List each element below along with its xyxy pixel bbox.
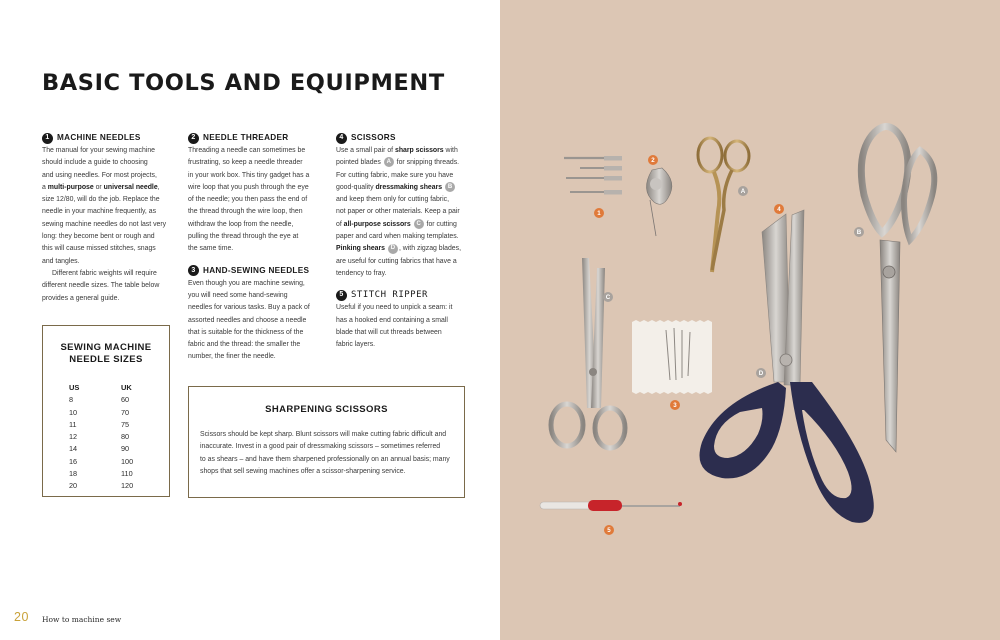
table-row [69, 431, 145, 443]
body-line: wire loop that you push through the eye [188, 183, 309, 191]
needle-sizes-table [69, 382, 145, 493]
callout-b: B [854, 227, 864, 237]
body-line: frustrating, so keep a needle threader [188, 159, 303, 167]
body-line: Use a small pair of sharp scissors with [336, 147, 458, 154]
heading-text: MACHINE NEEDLES [57, 132, 141, 142]
body-line: blade that will cut threads between [336, 328, 442, 336]
needle-fabric-swatch-illustration [632, 320, 712, 394]
number-badge: 2 [188, 133, 199, 144]
body-line: provides a general guide. [42, 294, 120, 302]
body-line: a multi-purpose or universal needle, [42, 183, 160, 191]
body-line: pulling the thread through the eye at [188, 233, 299, 241]
body-line: Threading a needle can sometimes be [188, 147, 306, 154]
body-line: withdraw the loop from the needle, [188, 220, 294, 228]
cell-us: 14 [69, 444, 78, 454]
sharpening-text [200, 429, 458, 478]
body-line: and keep them only for cutting fabric, [336, 196, 449, 204]
cell-uk: 90 [121, 444, 130, 454]
table-row [69, 407, 145, 419]
heading-stitch-ripper [336, 289, 468, 301]
letter-badge-b: B [445, 182, 455, 192]
term-multi-purpose: multi-purpose [47, 183, 94, 191]
header-us: US [69, 383, 80, 392]
cell-us: 12 [69, 432, 78, 442]
letter-badge-a: A [384, 157, 394, 167]
needle-sizes-title-line: NEEDLE SIZES [69, 354, 143, 365]
pinking-shears-illustration [700, 210, 874, 523]
heading-text: STITCH RIPPER [351, 290, 428, 301]
body-line: of all-purpose scissors C for cutting [336, 220, 457, 228]
column-machine-needles [42, 132, 176, 305]
table-header-row [69, 382, 145, 394]
callout-2: 2 [648, 155, 658, 165]
cell-us: 18 [69, 469, 78, 479]
body-line: of the needle; you then pass the end of [188, 196, 308, 204]
embroidery-scissors-illustration [698, 138, 749, 272]
callout-1: 1 [594, 208, 604, 218]
term-dressmaking-shears: dressmaking shears [375, 183, 443, 191]
cell-uk: 70 [121, 407, 130, 417]
callout-4: 4 [774, 204, 784, 214]
term-all-purpose-scissors: all-purpose scissors [343, 220, 411, 228]
letter-badge-d: D [388, 244, 398, 254]
needle-sizes-title-line: SEWING MACHINE [60, 342, 152, 353]
table-row [69, 480, 145, 492]
body-line: and using needles. For most projects, [42, 171, 157, 179]
running-head: How to machine sew [42, 615, 122, 624]
body-line: sewing machine needles do not last very [42, 220, 167, 228]
term-sharp-scissors: sharp scissors [394, 147, 444, 154]
body-line: Different fabric weights will require [52, 269, 157, 277]
body-line: inaccurate. Invest in a good pair of dressmaking scissors – sometimes referred [200, 443, 441, 451]
body-line: in your work box. This tiny gadget has a [188, 171, 310, 179]
sharpening-box [188, 386, 465, 498]
table-row [69, 468, 145, 480]
needle-sizes-title [43, 342, 169, 366]
cell-uk: 60 [121, 395, 130, 405]
body-line: assorted needles and choose a needle [188, 316, 307, 324]
number-badge: 3 [188, 265, 199, 276]
body-line: different needle sizes. The table below [42, 282, 160, 290]
body-line: tendency to fray. [336, 269, 387, 277]
body-line: are useful for cutting fabrics that have a [336, 257, 457, 265]
heading-text: NEEDLE THREADER [203, 132, 289, 142]
number-badge: 5 [336, 290, 347, 301]
column-threader-hand-needles [188, 132, 324, 364]
body-line: you will need some hand-sewing [188, 291, 288, 299]
needle-threader-illustration [646, 168, 671, 236]
body-line: should include a guide to choosing [42, 159, 148, 167]
page-title: BASIC TOOLS AND EQUIPMENT [42, 70, 445, 96]
callout-c: C [603, 292, 613, 302]
body-line: good-quality dressmaking shears B [336, 182, 468, 194]
cell-us: 8 [69, 395, 74, 405]
body-line: and tangles. [42, 257, 80, 265]
heading-text: SCISSORS [351, 132, 396, 142]
body-line: The manual for your sewing machine [42, 147, 155, 154]
body-line: needle in your machine frequently, as [42, 208, 157, 216]
heading-text: HAND-SEWING NEEDLES [203, 265, 310, 275]
cell-uk: 120 [121, 481, 134, 491]
callout-d: D [756, 368, 766, 378]
sharpening-title: SHARPENING SCISSORS [265, 404, 388, 415]
cell-uk: 80 [121, 432, 130, 442]
heading-hand-sewing-needles [188, 265, 324, 277]
dressmaking-shears-illustration [861, 126, 934, 452]
body-line: that is suitable for the thickness of the [188, 328, 304, 336]
page-number: 20 [14, 610, 29, 624]
body-line: needles for various tasks. Buy a pack of [188, 304, 310, 312]
cell-uk: 75 [121, 419, 130, 429]
cell-us: 20 [69, 481, 78, 491]
body-line: number, the finer the needle. [188, 353, 276, 361]
body-line: Pinking shears D , with zigzag blades, [336, 245, 462, 253]
body-line: not paper or other materials. Keep a pair [336, 208, 460, 216]
heading-machine-needles [42, 132, 176, 144]
cell-us: 10 [69, 407, 78, 417]
body-line: Scissors should be kept sharp. Blunt scissors will make cutting fabric difficult and [200, 431, 447, 438]
body-line: size 12/80, will do the job. Replace the [42, 196, 160, 204]
machine-needles-illustration [564, 156, 622, 195]
tools-photo [500, 0, 1000, 640]
needle-sizes-box [42, 325, 170, 497]
heading-scissors [336, 132, 468, 144]
body-line: has a hooked end containing a small [336, 316, 448, 324]
body-line: fabric layers. [336, 341, 376, 349]
body-line: Useful if you need to unpick a seam: it [336, 304, 453, 312]
body-line: the same time. [188, 245, 234, 253]
tools-illustration [500, 0, 1000, 640]
body-line: For cutting fabric, make sure you have [336, 171, 454, 179]
body-line: shops that sell sewing machines offer a scissor-sharpening service. [200, 467, 406, 475]
cell-uk: 100 [121, 456, 134, 466]
body-line: paper and card when making templates. [336, 233, 459, 241]
body-line: the thread through the wire loop, then [188, 208, 303, 216]
cell-uk: 110 [121, 469, 133, 479]
column-scissors-ripper [336, 132, 468, 351]
body-line: this will cause missed stitches, snags [42, 245, 156, 253]
body-line: long: they become bent or rough and [42, 233, 155, 241]
term-pinking-shears: Pinking shears [336, 245, 386, 253]
term-universal-needle: universal needle [103, 183, 158, 191]
body-line: to as shears – and have them sharpened professionally on an annual basis; many [200, 455, 450, 463]
callout-5: 5 [604, 525, 614, 535]
number-badge: 4 [336, 133, 347, 144]
heading-needle-threader [188, 132, 324, 144]
table-row [69, 394, 145, 406]
cell-us: 11 [69, 419, 77, 429]
cell-us: 16 [69, 456, 78, 466]
table-row [69, 456, 145, 468]
body-line: Even though you are machine sewing, [188, 279, 305, 287]
table-row [69, 419, 145, 431]
table-row [69, 443, 145, 455]
body-line: fabric and the thread: the smaller the [188, 341, 301, 349]
letter-badge-c: C [414, 219, 424, 229]
header-uk: UK [121, 383, 132, 392]
callout-a: A [738, 186, 748, 196]
stitch-ripper-illustration [540, 500, 682, 511]
callout-3: 3 [670, 400, 680, 410]
all-purpose-scissors-illustration [551, 258, 625, 448]
body-line: pointed blades A for snipping threads. [336, 159, 460, 167]
number-badge: 1 [42, 133, 53, 144]
